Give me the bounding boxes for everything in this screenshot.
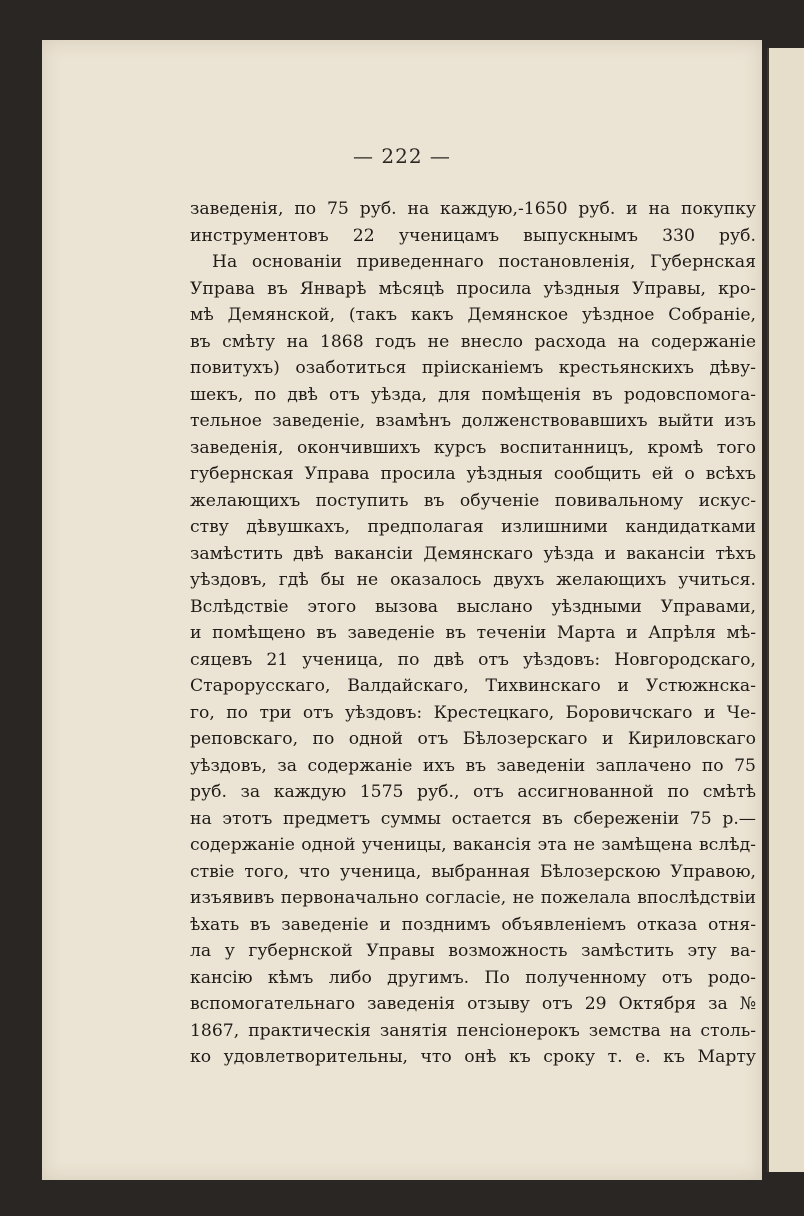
adjacent-page-edge <box>767 48 804 1172</box>
text-line: губернская Управа просила уѣздныя сообщить ей о всѣхъ <box>190 464 756 484</box>
text-line: ко удовлетворительны, что онѣ къ сроку т. е. къ Марту <box>190 1047 756 1067</box>
text-line: Управа въ Январѣ мѣсяцѣ просила уѣздныя Управы, кро- <box>190 278 756 299</box>
text-line: ству дѣвушкахъ, предполагая излишними кандидатками <box>190 517 756 537</box>
text-line: вспомогательнаго заведенія отзыву отъ 29 Октября за № <box>190 994 756 1014</box>
text-line: ѣхать въ заведеніе и позднимъ объявленіемъ отказа отня- <box>190 914 756 935</box>
text-line: изъявивъ первоначально согласіе, не пожелала впослѣдствіи <box>190 888 756 908</box>
text-line: содержаніе одной ученицы, вакансія эта не замѣщена вслѣд- <box>190 835 756 855</box>
text-line: и помѣщено въ заведеніе въ теченіи Марта и Апрѣля мѣ- <box>190 623 756 643</box>
page-number: — 222 — <box>353 144 451 168</box>
text-line: инструментовъ 22 ученицамъ выпускнымъ 330 руб. <box>190 225 756 246</box>
text-line: Вслѣдствіе этого вызова выслано уѣздными Управами, <box>190 596 756 617</box>
text-line: на этотъ предметъ суммы остается въ сбереженіи 75 р.— <box>190 808 756 829</box>
text-line: желающихъ поступить въ обученіе повивальному искус- <box>190 490 756 511</box>
book-page <box>42 40 762 1180</box>
text-line: го, по три отъ уѣздовъ: Крестецкаго, Боровичскаго и Че- <box>190 702 756 723</box>
text-line: 1867, практическія занятія пенсіонерокъ земства на столь- <box>190 1020 756 1041</box>
text-line: заведенія, окончившихъ курсъ воспитанницъ, кромѣ того <box>190 437 756 458</box>
text-line: ла у губернской Управы возможность замѣстить эту ва- <box>190 941 756 961</box>
text-line: кансію кѣмъ либо другимъ. По полученному отъ родо- <box>190 967 756 988</box>
text-line: тельное заведеніе, взамѣнъ долженствовавшихъ выйти изъ <box>190 411 756 431</box>
text-line: уѣздовъ, гдѣ бы не оказалось двухъ желающихъ учиться. <box>190 570 756 590</box>
text-line: уѣздовъ, за содержаніе ихъ въ заведеніи заплачено по 75 <box>190 755 756 776</box>
text-line: руб. за каждую 1575 руб., отъ ассигнованной по смѣтѣ <box>190 782 756 802</box>
text-line: въ смѣту на 1868 годъ не внесло расхода на содержаніе <box>190 331 756 352</box>
text-line: повитухъ) озаботиться пріисканіемъ крестьянскихъ дѣву- <box>190 358 756 378</box>
text-line: реповскаго, по одной отъ Бѣлозерскаго и Кириловскаго <box>190 729 756 749</box>
text-line: На основаніи приведеннаго постановленія, Губернская <box>212 252 756 272</box>
text-line: мѣ Демянской, (такъ какъ Демянское уѣздное Собраніе, <box>190 305 756 325</box>
text-line: шекъ, по двѣ отъ уѣзда, для помѣщенія въ родовспомога- <box>190 384 756 405</box>
text-line: сяцевъ 21 ученица, по двѣ отъ уѣздовъ: Новгородскаго, <box>190 649 756 670</box>
body-text <box>190 196 756 1071</box>
text-line: заведенія, по 75 руб. на каждую,-1650 руб. и на покупку <box>190 199 756 219</box>
text-line: ствіе того, что ученица, выбранная Бѣлозерскою Управою, <box>190 861 756 882</box>
text-line: замѣстить двѣ вакансіи Демянскаго уѣзда и вакансіи тѣхъ <box>190 543 756 564</box>
text-line: Старорусскаго, Валдайскаго, Тихвинскаго и Устюжнска- <box>190 676 756 696</box>
